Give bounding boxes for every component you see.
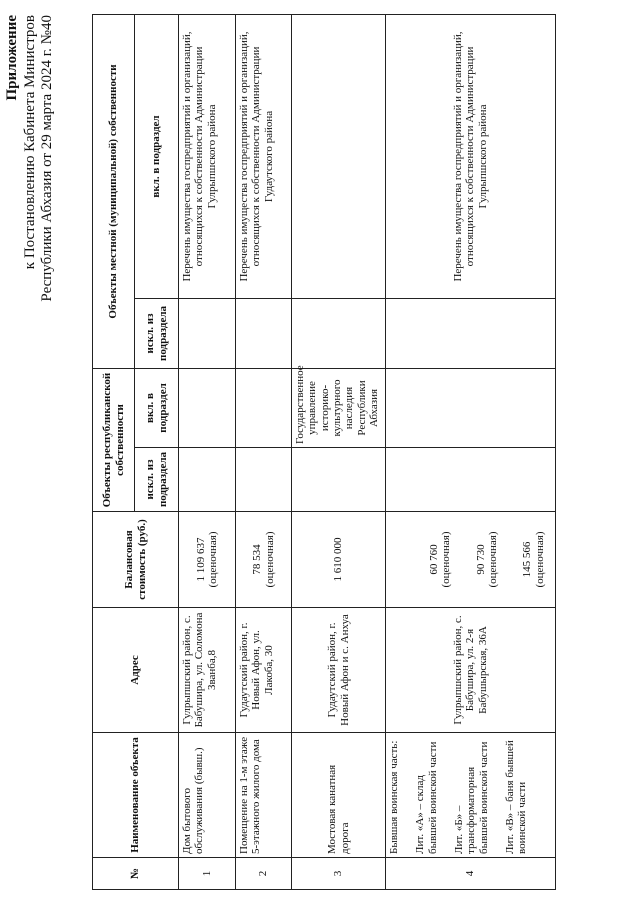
part-name-b: Лит. «Б» – трансформаторная бывшей воинской части — [452, 741, 490, 854]
cell-rep-excl — [386, 448, 556, 512]
header-number: № — [93, 858, 179, 890]
part-value-a: 60 760 (оценочная) — [428, 531, 453, 588]
cell-address: Гулрыпшский район, с. Бабушира, ул. Соломона Званба,8 — [179, 608, 236, 733]
header-title: Приложение — [4, 15, 20, 101]
part-value-b: 90 730 (оценочная) — [474, 531, 499, 588]
cell-rep-incl — [236, 368, 292, 447]
cell-value-group — [386, 512, 556, 608]
table-row — [236, 14, 292, 889]
cell-number: 2 — [236, 858, 292, 890]
cell-number: 1 — [179, 858, 236, 890]
header-local: Объекты местной (муниципальной) собственности — [93, 14, 135, 368]
cell-loc-excl — [386, 298, 556, 368]
header-republic-incl: вкл. в подраздел — [135, 368, 179, 447]
cell-rep-incl — [386, 368, 556, 447]
cell-address: Гудаутский район, г. Новый Афон, ул. Лакоба, 30 — [236, 608, 292, 733]
cell-number: 4 — [386, 858, 556, 890]
cell-loc-incl: Перечень имущества госпредприятий и организаций, относящихся к собственности Администрации Гулрыпшского района — [179, 14, 236, 298]
cell-address: Гудаутский район, г. Новый Афон и с. Анхуа — [292, 608, 386, 733]
cell-rep-incl: Государственное управление историко-культурного наследия Республики Абхазия — [292, 368, 386, 447]
header-local-incl: вкл. в подраздел — [135, 14, 179, 298]
cell-name: Дом бытового обслуживания (бывш.) — [179, 733, 236, 858]
table-row — [179, 14, 236, 889]
cell-rep-excl — [179, 448, 236, 512]
cell-rep-incl — [179, 368, 236, 447]
cell-rep-excl — [292, 448, 386, 512]
part-value-c: 145 566 (оценочная) — [521, 531, 546, 588]
cell-number: 3 — [292, 858, 386, 890]
cell-loc-excl — [292, 298, 386, 368]
table-row — [292, 14, 386, 889]
document-header — [4, 15, 57, 415]
cell-address: Гулрыпшский район, с. Бабушира, ул. 2-я Бабушырская, 36А — [386, 608, 556, 733]
cell-name-group — [386, 733, 556, 858]
header-local-excl: искл. из подраздела — [135, 298, 179, 368]
header-value: Балансовая стоимость (руб.) — [93, 512, 179, 608]
cell-loc-incl: Перечень имущества госпредприятий и организаций, относящихся к собственности Администрации Гудаутского района — [236, 14, 292, 298]
cell-loc-excl — [236, 298, 292, 368]
cell-loc-incl: Перечень имущества госпредприятий и организаций, относящихся к собственности Администрации Гулрыпшского района — [386, 14, 556, 298]
cell-name: Мостовая канатная дорога — [292, 733, 386, 858]
header-name: Наименование объекта — [93, 733, 179, 858]
header-republic: Объекты республиканской собственности — [93, 368, 135, 511]
table-row — [386, 14, 556, 889]
group-intro: Бывшая воинская часть: — [388, 740, 400, 854]
part-name-c: Лит. «В» – баня бывшей воинской части — [503, 740, 529, 854]
cell-name: Помещение на 1-м этаже 5-этажного жилого дома — [236, 733, 292, 858]
cell-rep-excl — [236, 448, 292, 512]
header-address: Адрес — [93, 608, 179, 733]
cell-value: 1 109 637 (оценочная) — [179, 512, 236, 608]
cell-loc-excl — [179, 298, 236, 368]
header-line-2: к Постановлению Кабинета Министров — [21, 15, 38, 270]
rotated-page — [0, 15, 610, 890]
cell-loc-incl — [292, 14, 386, 298]
part-name-a: Лит. «А» – склад бывшей воинской части — [414, 741, 439, 854]
header-line-3: Республики Абхазия от 29 марта 2024 г. №40 — [39, 15, 56, 302]
cell-value: 78 534 (оценочная) — [236, 512, 292, 608]
property-table — [92, 14, 556, 890]
header-republic-excl: искл. из подраздела — [135, 448, 179, 512]
cell-value: 1 610 000 — [292, 512, 386, 608]
